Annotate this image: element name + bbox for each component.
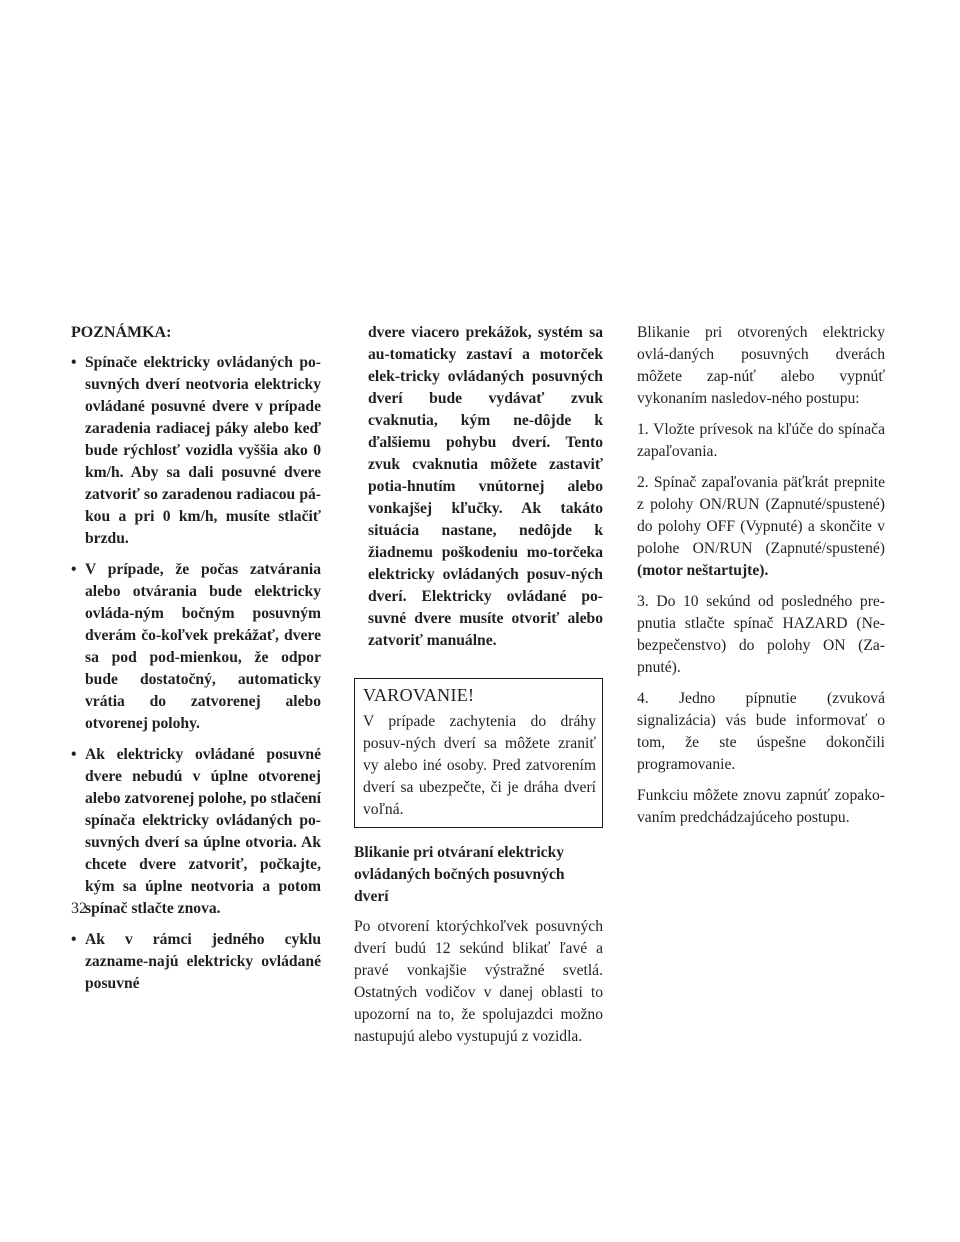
note-item: • Ak elektricky ovládané posuvné dvere nebudú v úplne otvorenej alebo zatvorenej polohe, po stlačení spínača elektricky ovládaných po-suvných dverí sa úplne otvoria. Ak chcete dvere zatvoriť, počkajte, kým sa úplne neotvoria a potom spínač stlačte znova. (71, 746, 321, 917)
note-title: POZNÁMKA: (71, 324, 172, 341)
section-heading: Blikanie pri otváraní elektricky ovládaných bočných posuvných dverí (354, 844, 565, 905)
note-item: • Ak v rámci jedného cyklu zazname-najú elektricky ovládané posuvné (71, 931, 321, 992)
page-number: 32 (71, 900, 87, 917)
programming-step-2: 2. Spínač zapaľovania päťkrát prepnite z polohy ON/RUN (Zapnuté/spustené) do polohy OFF (Vypnuté) a skončite v polohe ON/RUN (Zapnuté/spustené) (motor neštartujte). (637, 474, 885, 579)
programming-outro: Funkciu môžete znovu zapnúť zopako-vaním predchádzajúceho postupu. (637, 787, 885, 826)
bullet-icon: • (71, 561, 77, 578)
warning-text: V prípade zachytenia do dráhy posuv-ných dverí sa môžete zraniť vy alebo iné osoby. Pred zatvorením dverí sa ubezpečte, či je dráha dverí voľná. (363, 713, 596, 818)
bullet-icon: • (71, 746, 77, 763)
programming-step-2-bold: (motor neštartujte). (637, 562, 769, 579)
note-item-continuation: dvere viacero prekážok, systém sa au-tomaticky zastaví a motorček elek-tricky ovládaných posuvných dverí bude vydávať zvuk cvaknutia, kým ne-dôjde k ďalšiemu pohybu dverí. Tento zvuk cvaknutia môžete zastaviť potia-hnutím vnútornej alebo vonkajšej kľučky. Ak takáto situácia nastane, nedôjde k žiadnemu poškodeniu mo-torčeka elektricky ovládaných posuv-ných dverí. Elektricky ovládané po-suvné dvere musíte otvoriť alebo zatvoriť manuálne. (368, 324, 603, 649)
warning-box (354, 678, 603, 828)
programming-intro: Blikanie pri otvorených elektricky ovlá-daných posuvných dverách môžete zap-núť alebo vypnúť vykonaním nasledov-ného postupu: (637, 324, 885, 407)
bullet-icon: • (71, 931, 77, 948)
programming-step-3: 3. Do 10 sekúnd od posledného pre-pnutia stlačte spínač HAZARD (Ne-bezpečenstvo) do polohy ON (Za-pnuté). (637, 593, 885, 676)
column-middle (354, 322, 603, 1057)
note-item: • Spínače elektricky ovládaných po-suvných dverí neotvoria elektricky ovládané posuvné dvere v prípade zaradenia radiacej páky alebo keď bude rýchlosť vozidla vyššia ako 0 km/h. Aby sa dali posuvné dvere zatvoriť so zaradenou radiacou pá-kou a pri 0 km/h, musíte stlačiť brzdu. (71, 354, 321, 547)
section-body: Po otvorení ktorýchkoľvek posuvných dverí budú 12 sekúnd blikať ľavé a pravé vonkajšie výstražné svetlá. Ostatných vodičov v danej oblasti to upozorní na to, že spolujazdci možno nastupujú alebo vystupujú z vozidla. (354, 918, 603, 1045)
bullet-icon: • (71, 354, 77, 371)
column-right (637, 322, 885, 838)
note-item: • V prípade, že počas zatvárania alebo otvárania bude elektricky ovláda-ným bočným posuvným dverám čo-koľvek prekážať, dvere sa pod pod-mienkou, že odpor bude dostatočný, automaticky vrátia do zatvorenej alebo otvorenej polohy. (71, 561, 321, 732)
column-left (71, 322, 321, 1004)
programming-step-4: 4. Jedno pípnutie (zvuková signalizácia) vás bude informovať o tom, že ste úspešne dokončili programovanie. (637, 690, 885, 773)
programming-step-1: 1. Vložte prívesok na kľúče do spínača zapaľovania. (637, 421, 885, 460)
warning-title: VAROVANIE! (363, 685, 475, 705)
